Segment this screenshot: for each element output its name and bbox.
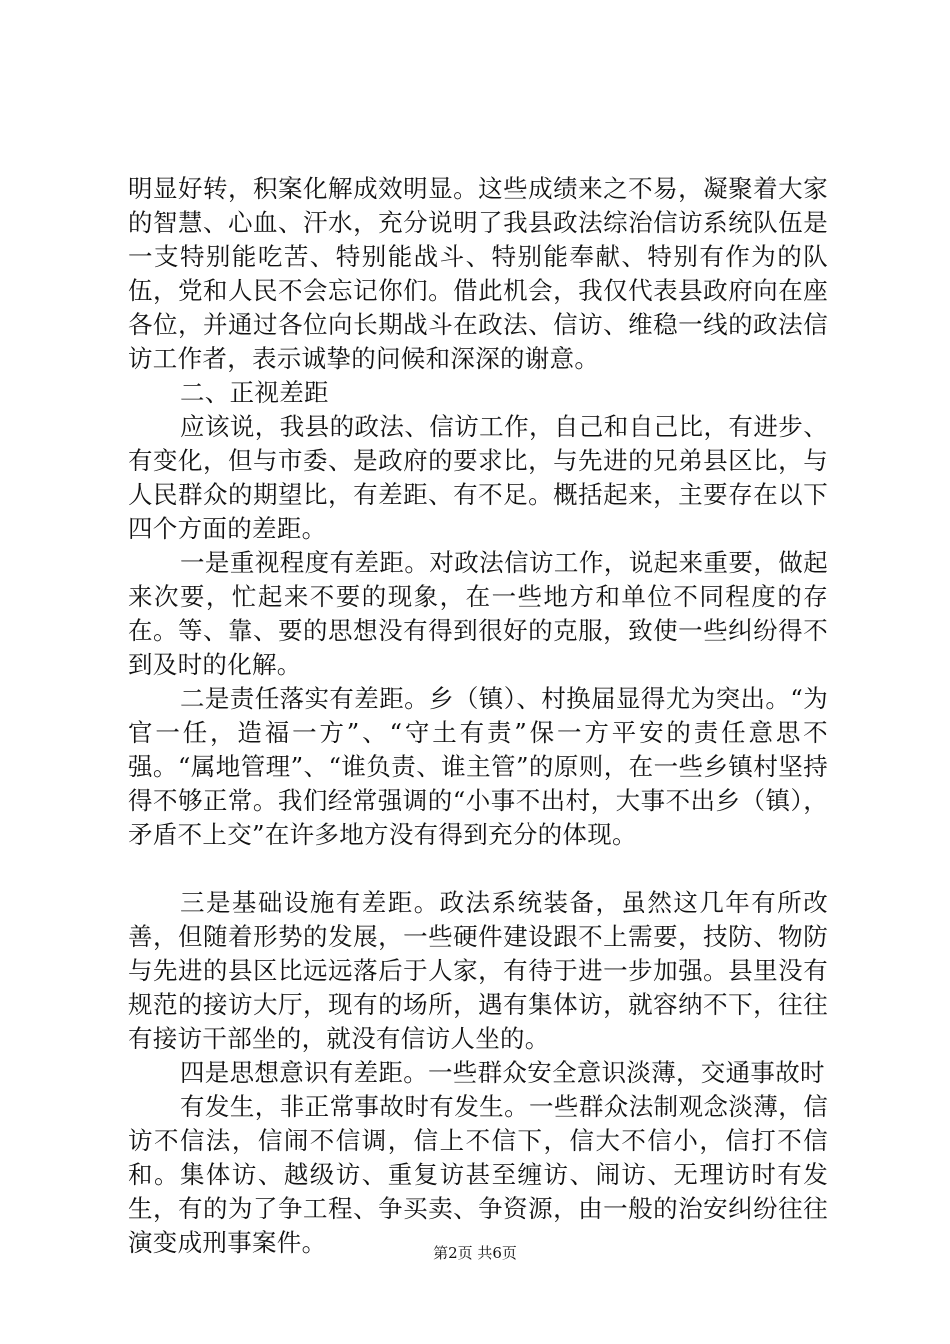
- section-heading: 二、正视差距: [180, 378, 329, 407]
- paragraph-overview: 应该说，我县的政法、信访工作，自己和自己比，有进步、有变化，但与市委、是政府的要求比，与先进的兄弟县区比，与人民群众的期望比，有差距、有不足。概括起来，主要存在以下四个方面的差距。: [128, 412, 828, 543]
- paragraph-gap-one: 一是重视程度有差距。对政法信访工作，说起来重要，做起来次要，忙起来不要的现象，在一些地方和单位不同程度的存在。等、靠、要的思想没有得到很好的克服，致使一些纠纷得不到及时的化解。: [128, 548, 828, 679]
- page-number-footer: 第2页 共6页: [433, 1244, 517, 1262]
- paragraph-gap-three: 三是基础设施有差距。政法系统装备，虽然这几年有所改善，但随着形势的发展，一些硬件建设跟不上需要，技防、物防与先进的县区比远远落后于人家，有待于进一步加强。县里没有规范的接访大厅，现有的场所，遇有集体访，就容纳不下，往往有接访干部坐的，就没有信访人坐的。: [128, 888, 828, 1053]
- document-body: [128, 172, 828, 1260]
- paragraph-gap-four-continued: 有发生，非正常事故时有发生。一些群众法制观念淡薄，信访不信法，信闹不信调，信上不信下，信大不信小，信打不信和。集体访、越级访、重复访甚至缠访、闹访、无理访时有发生，有的为了争工程、争买卖、争资源，由一般的治安纠纷往往演变成刑事案件。: [128, 1092, 828, 1257]
- paragraph-gap-two: 二是责任落实有差距。乡（镇）、村换届显得尤为突出。“为官一任，造福一方”、“守土有责”保一方平安的责任意思不强。“属地管理”、“谁负责、谁主管”的原则，在一些乡镇村坚持得不够正常。我们经常强调的“小事不出村，大事不出乡（镇），矛盾不上交”在许多地方没有得到充分的体现。: [128, 684, 828, 849]
- paragraph-continuation: 明显好转，积案化解成效明显。这些成绩来之不易，凝聚着大家的智慧、心血、汗水，充分说明了我县政法综治信访系统队伍是一支特别能吃苦、特别能战斗、特别能奉献、特别有作为的队伍，党和人民不会忘记你们。借此机会，我仅代表县政府向在座各位，并通过各位向长期战斗在政法、信访、维稳一线的政法信访工作者，表示诚挚的问候和深深的谢意。: [128, 174, 828, 373]
- blank-line: [128, 852, 828, 886]
- paragraph-gap-four: 四是思想意识有差距。一些群众安全意识淡薄，交通事故时: [180, 1058, 825, 1087]
